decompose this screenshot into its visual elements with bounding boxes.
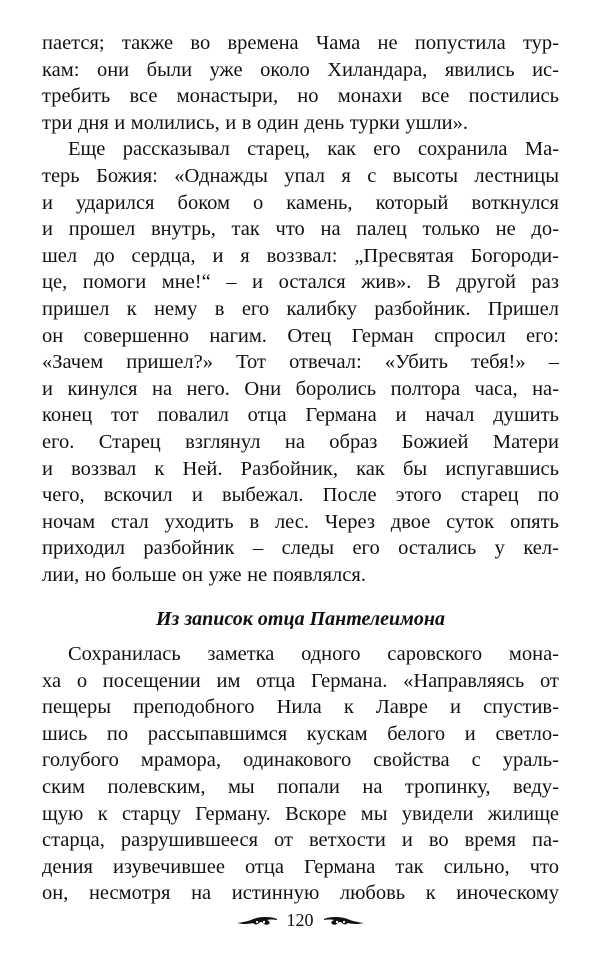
- page-footer: [0, 908, 600, 932]
- text-line: ночам стал уходить в лес. Через двое суток опять: [42, 510, 559, 533]
- text-line: Сохранилась заметка одного саровского мона-: [68, 643, 559, 666]
- text-line: голубого мрамора, одинакового свойства с ураль-: [42, 749, 559, 772]
- text-line: старца, разрушившееся от ветхости и во время па-: [42, 829, 559, 852]
- text-line: и прошел внутрь, так что на палец только не до-: [42, 218, 559, 241]
- text-line: лии, но больше он уже не появлялся.: [42, 563, 366, 586]
- text-line: он, несмотря на истинную любовь к иноческому: [42, 882, 559, 905]
- text-line: и ударился боком о камень, который воткнулся: [42, 191, 559, 214]
- text-line: приходил разбойник – следы его остались у кел-: [42, 537, 559, 560]
- text-line: шись по рассыпавшимся кускам белого и светло-: [42, 722, 559, 745]
- text-line: пается; также во времена Чама не попустила тур-: [42, 32, 559, 54]
- text-line: ским полевским, мы попали на тропинку, веду-: [42, 776, 559, 799]
- text-line: шел до сердца, и я воззвал: „Пресвятая Богороди-: [42, 244, 559, 267]
- paragraph-3: [42, 641, 559, 907]
- text-line: пришел к нему в его калибку разбойник. Пришел: [42, 297, 559, 320]
- text-line: пещеры преподобного Нила к Лавре и спустив-: [42, 696, 559, 719]
- text-line: дения изувечившее отца Германа так сильно, что: [42, 855, 559, 878]
- text-line: «Зачем пришел?» Тот отвечал: «Убить тебя!» –: [42, 351, 559, 374]
- text-line: и кинулся на него. Они боролись полтора часа, на-: [42, 377, 559, 400]
- text-line: его. Старец взглянул на образ Божией Матери: [42, 430, 559, 453]
- text-line: три дня и молились, и в один день турки ушли».: [42, 111, 469, 134]
- text-line: Еще рассказывал старец, как его сохранила Ма-: [68, 138, 559, 161]
- book-page: [42, 30, 559, 907]
- section-heading: Из записок отца Пантелеимона: [155, 608, 445, 631]
- text-line: и воззвал к Ней. Разбойник, как бы испугавшись: [42, 457, 559, 480]
- page-number: 120: [286, 910, 314, 930]
- text-line: терь Божия: «Однажды упал я с высоты лестницы: [42, 164, 559, 187]
- text-line: конец тот повалил отца Германа и начал душить: [42, 404, 559, 427]
- ornament-flourish-right-icon: [322, 913, 366, 927]
- paragraph-2: [42, 136, 559, 588]
- text-line: чего, вскочил и выбежал. После этого старец по: [42, 484, 559, 507]
- text-line: он совершенно нагим. Отец Герман спросил его:: [42, 324, 559, 347]
- paragraph-1: [42, 30, 559, 136]
- text-line: ха о посещении им отца Германа. «Направляясь от: [42, 669, 559, 692]
- text-line: це, помоги мне!“ – и остался жив». В другой раз: [42, 271, 559, 294]
- text-line: кам: они были уже около Хиландара, явились ис-: [42, 58, 559, 81]
- ornament-flourish-left-icon: [235, 913, 279, 927]
- text-line: требить все монастыри, но монахи все постились: [42, 85, 559, 108]
- text-line: щую к старцу Герману. Вскоре мы увидели жилище: [42, 802, 559, 825]
